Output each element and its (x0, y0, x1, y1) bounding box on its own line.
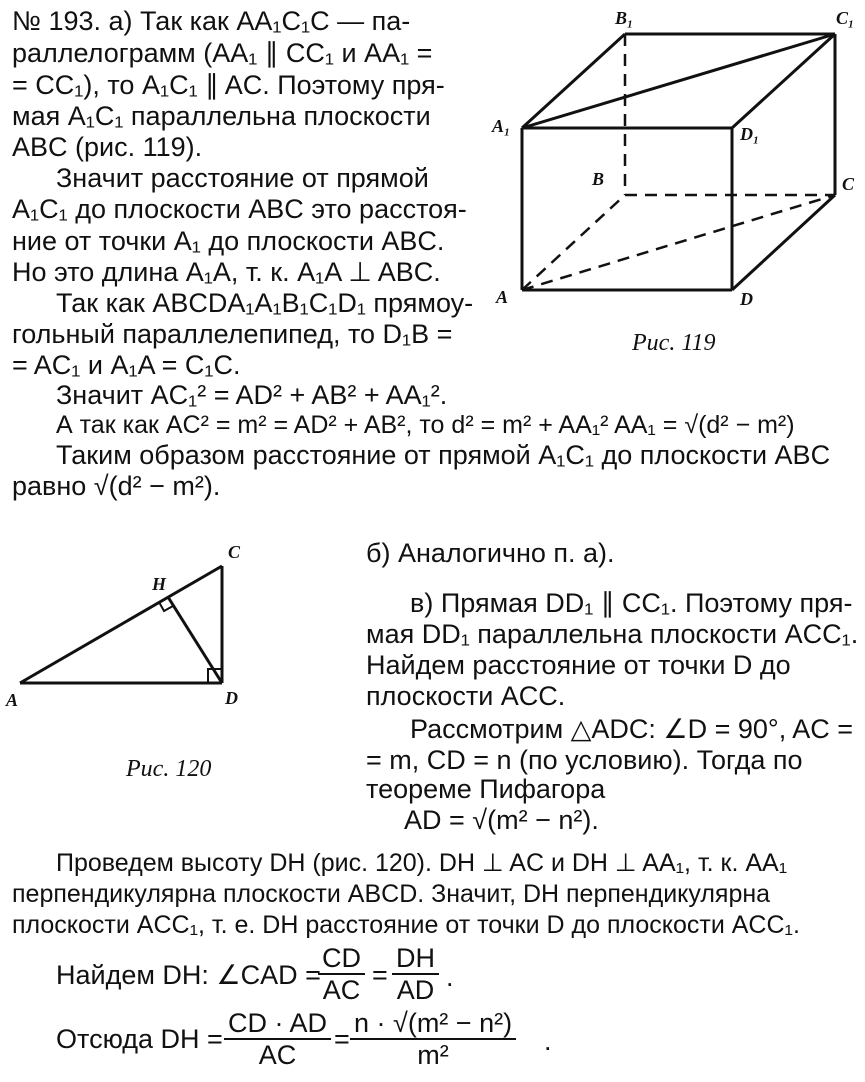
text-line: Значит расстояние от прямой (56, 163, 429, 193)
text-line: А так как AC² = m² = AD² + AB², то d² = m² + AA₁² AA₁ = √(d² − m²) (56, 411, 795, 439)
text-line: AD = √(m² − n²). (404, 805, 599, 835)
fraction-cd-ac (318, 943, 365, 1005)
text-line: равно √(d² − m²). (12, 471, 221, 501)
label-B: B (592, 169, 605, 189)
fraction-denominator: m² (417, 1040, 449, 1070)
text-line: Так как ABCDA₁A₁B₁C₁D₁ прямоу- (56, 288, 474, 318)
text-line: в) Прямая DD₁ ∥ CC₁. Поэтому пря- (410, 588, 853, 618)
fraction-denominator: AC (258, 1040, 297, 1070)
text-line: ние от точки A₁ до плоскости ABC. (12, 226, 445, 256)
fraction-cdad-ac (224, 1008, 331, 1070)
edge-CD (732, 195, 835, 290)
side-AC (20, 566, 222, 683)
text-line: плоскости ACC. (366, 681, 566, 711)
text-line: № 193. а) Так как AA₁C₁C — па- (12, 6, 411, 36)
formula-eq: = (334, 1024, 350, 1054)
hidden-diagonal-AC (522, 195, 835, 290)
text-line: мая A₁C₁ параллельна плоскости (12, 101, 431, 131)
text-line: гольный параллелепипед, то D₁B = (12, 319, 453, 349)
text-line: = AC₁ и A₁A = C₁C. (12, 350, 241, 380)
text-line: Проведем высоту DH (рис. 120). DH ⊥ AC и DH ⊥ AA₁, т. к. AA₁ (56, 849, 788, 877)
fraction-numerator: CD · AD (224, 1008, 331, 1040)
caption-fig-119: Рис. 119 (632, 330, 716, 356)
label-D: D (225, 688, 238, 708)
formula-eq: = (372, 960, 388, 990)
text-line: Рассмотрим △ADC: ∠D = 90°, AC = (410, 714, 854, 744)
altitude-DH (168, 597, 222, 683)
text-line: Но это длина A₁A, т. к. A₁A ⊥ ABC. (12, 257, 441, 287)
text-line: ABC (рис. 119). (12, 132, 203, 162)
caption-fig-120: Рис. 120 (126, 756, 212, 782)
formula-suffix: . (446, 962, 454, 992)
text-line: A₁C₁ до плоскости ABC это расстоя- (12, 194, 467, 224)
text-line: Найдем расстояние от точки D до (366, 650, 791, 680)
fraction-dh-ad (392, 943, 439, 1005)
label-A: A (6, 690, 19, 710)
fraction-numerator: DH (392, 943, 439, 975)
figure-119-parallelepiped (470, 0, 865, 360)
fraction-numerator: CD (318, 943, 365, 975)
label-D: D (740, 289, 753, 309)
label-H: H (152, 574, 167, 594)
text-line: Значит AC₁² = AD² + AB² + AA₁². (56, 380, 448, 410)
text-line: плоскости ACC₁, т. е. DH расстояние от точки D до плоскости ACC₁. (12, 911, 800, 939)
figure-120-triangle (0, 530, 260, 720)
formula-prefix: Отсюда DH = (56, 1024, 223, 1054)
label-A1: A₁ (492, 116, 511, 136)
formula-prefix: Найдем DH: ∠CAD = (56, 960, 321, 990)
fraction-denominator: AC (322, 975, 361, 1005)
fraction-result (350, 1008, 516, 1070)
label-B1: B₁ (615, 8, 634, 28)
label-D1: D₁ (740, 124, 760, 144)
fraction-denominator: AD (396, 975, 435, 1005)
label-C: C (228, 542, 241, 562)
text-line: = CC₁), то A₁C₁ ∥ AC. Поэтому пря- (12, 70, 445, 100)
text-line: раллелограмм (AA₁ ∥ CC₁ и AA₁ = (12, 38, 433, 68)
text-line: перпендикулярна плоскости ABCD. Значит, DH перпендикулярна (12, 880, 771, 908)
fraction-numerator: n · √(m² − n²) (350, 1008, 516, 1040)
formula-suffix: . (544, 1026, 552, 1056)
text-line: б) Аналогично п. а). (366, 538, 615, 568)
text-line: = m, CD = n (по условию). Тогда по (366, 745, 803, 775)
diagonal-A1C1 (522, 34, 835, 128)
text-line: теореме Пифагора (366, 774, 606, 804)
hidden-edge-AB (522, 195, 625, 290)
text-line: мая DD₁ параллельна плоскости ACC₁. (366, 619, 859, 649)
text-line: Таким образом расстояние от прямой A₁C₁ до плоскости ABC (56, 440, 831, 470)
label-A: A (496, 287, 509, 307)
label-C1: C₁ (836, 8, 855, 28)
label-C: C (842, 174, 855, 194)
